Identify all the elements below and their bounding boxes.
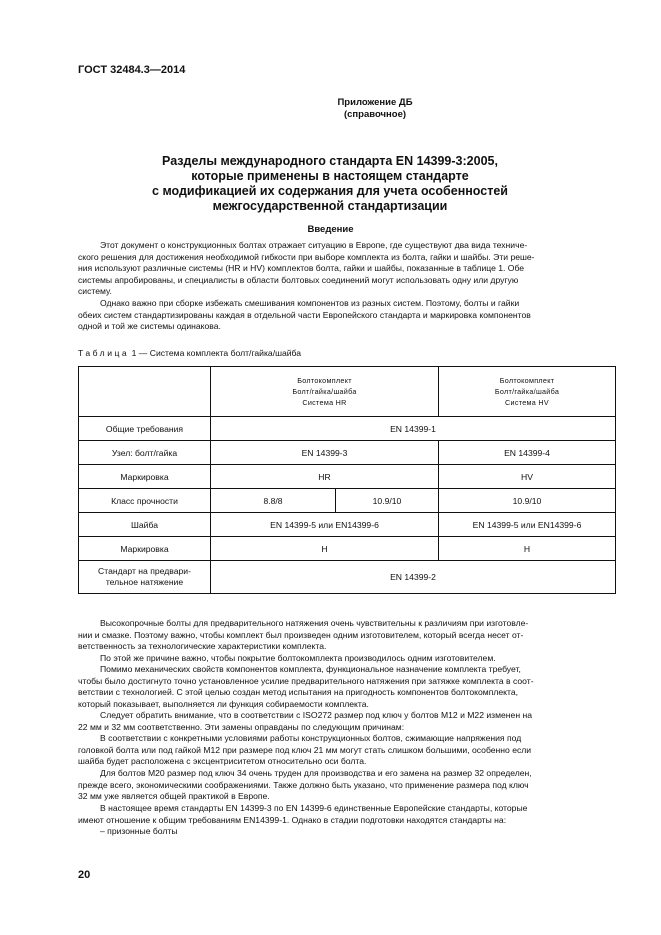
text-line: ветствии с технологией. С этой целью создан метод испытания на пригодность компонентов болтокомплекта, [78,687,519,697]
table-header-row [79,367,616,417]
table-row [79,561,616,594]
text-line: Высокопрочные болты для предварительного натяжения очень чувствительны к различиям при изготовле- [100,618,529,628]
text-line: В соответствии с конкретными условиями работы конструкционных болтов, сжимающие напряжения под [100,733,522,743]
text-line: Следует обратить внимание, что в соответствии с ISO272 размер под ключ у болтов M12 и M22 изменен на [100,710,532,720]
table-cell: HV [439,465,616,489]
intro-paragraph [78,298,615,333]
table-cell: 10.9/10 [336,489,439,513]
text-line: – призонные болты [100,826,178,836]
text-line: 22 мм и 32 мм соответственно. Эти замены оправданы по следующим причинам: [78,721,405,732]
table-cell: EN 14399-2 [211,561,616,594]
table-cell: EN 14399-4 [439,441,616,465]
row-label: Класс прочности [79,489,211,513]
text-line: головкой болта или под гайкой M12 при размере под ключ 21 мм могут стать слишком большими, особенно если [78,744,532,755]
row-label: Маркировка [79,465,211,489]
body-paragraph [78,826,615,838]
body-paragraph [78,733,615,768]
body-paragraph [78,618,615,653]
section-title [110,154,550,214]
table-cell: H [211,537,439,561]
table-cell: 10.9/10 [439,489,616,513]
text-line: 32 мм уже является общей практикой в Европе. [78,791,270,801]
row-label: Маркировка [79,537,211,561]
text-line: ния используют различные системы (HR и HV) комплектов болта, гайки и шайбы, показанные в таблице 1. Обе [78,263,525,273]
row-label: Общие требования [79,417,211,441]
text-line: чтобы было достигнуто точно установленное усилие предварительного натяжения при затяжке комплекта в соот- [78,675,534,686]
text-line: Этот документ о конструкционных болтах отражает ситуацию в Европе, где существуют два вида техниче- [100,240,528,250]
table-header-hr: Болтокомплект Болт/гайка/шайба Система HR [211,367,439,417]
text-line: Однако важно при сборке избежать смешивания компонентов из разных систем. Поэтому, болты и гайки [100,298,520,308]
appendix-label: Приложение ДБ [337,97,413,108]
text-line: шайба будет расположена с эксцентриситетом относительно оси болта. [78,756,367,766]
body-paragraph [78,664,615,710]
intro-heading: Введение [307,224,354,235]
table-header-hv: Болтокомплект Болт/гайка/шайба Система HV [439,367,616,417]
body-paragraph [78,768,615,803]
title-line: которые применены в настоящем стандарте [191,169,469,183]
table-row [79,465,616,489]
title-line: с модификацией их содержания для учета особенностей [152,184,508,198]
table-cell: H [439,537,616,561]
text-line: системы апробированы, и специалисты в области болтовых соединений могут использовать одну или другую [78,274,519,285]
text-line: ского решения для достижения необходимой гибкости при выборе комплекта из болта, гайки и шайбы. Эти реше- [78,251,535,262]
row-label: Стандарт на предвари- тельное натяжение [79,561,211,594]
table-cell: EN 14399-5 или EN14399-6 [211,513,439,537]
body-paragraph [78,710,615,733]
table-row [79,489,616,513]
table-cell: 8.8/8 [211,489,336,513]
table-cell: EN 14399-1 [211,417,616,441]
text-line: Для болтов M20 размер под ключ 34 очень труден для производства и его замена на размер 32 определен, [100,768,532,778]
table-row [79,441,616,465]
table-cell: HR [211,465,439,489]
table-row [79,513,616,537]
title-line: Разделы международного стандарта EN 14399-3:2005, [162,154,498,168]
intro-paragraph [78,240,615,298]
table-cell: EN 14399-3 [211,441,439,465]
table-cell: EN 14399-5 или EN14399-6 [439,513,616,537]
text-line: Помимо механических свойств компонентов комплекта, функциональное назначение комплекта требует, [100,664,521,674]
appendix-type: (справочное) [343,109,407,120]
text-line: В настоящее время стандарты EN 14399-3 по EN 14399-6 единственные Европейские стандарты, которые [100,803,528,813]
title-line: межгосударственной стандартизации [212,199,448,213]
text-line: По этой же причине важно, чтобы покрытие болтокомплекта производилось одним изготовителем. [100,653,496,663]
text-line: обеих систем стандартизированы каждая в отдельной части Европейского стандарта и маркировка компонентов [78,309,531,320]
body-paragraph [78,803,615,826]
text-line: прежде всего, экономическими соображениями. Также должно быть указано, что применение размера под ключ [78,779,529,790]
row-label: Шайба [79,513,211,537]
table-cell [79,367,211,417]
text-line: имеют отношение к общим требованиям EN14399-1. Однако в стадии подготовки находятся стандарты на: [78,814,507,825]
text-line: одной и той же системы одинакова. [78,321,221,331]
table-row [79,417,616,441]
page-number: 20 [78,869,91,881]
text-line: который показывает, выполняется ли функция собираемости комплекта. [78,698,369,709]
text-line: ветственность за технологические характеристики комплекта. [78,641,327,651]
body-paragraph [78,653,615,665]
table-caption: Таблица 1 — Система комплекта болт/гайка/шайба [78,348,302,358]
document-code: ГОСТ 32484.3—2014 [78,64,186,76]
row-label: Узел: болт/гайка [79,441,211,465]
text-line: систему. [78,286,112,296]
bolt-system-table [78,366,616,594]
table-row [79,537,616,561]
text-line: нии и смазке. Поэтому важно, чтобы комплект был произведен одним изготовителем, который всегда несет от- [78,629,524,640]
